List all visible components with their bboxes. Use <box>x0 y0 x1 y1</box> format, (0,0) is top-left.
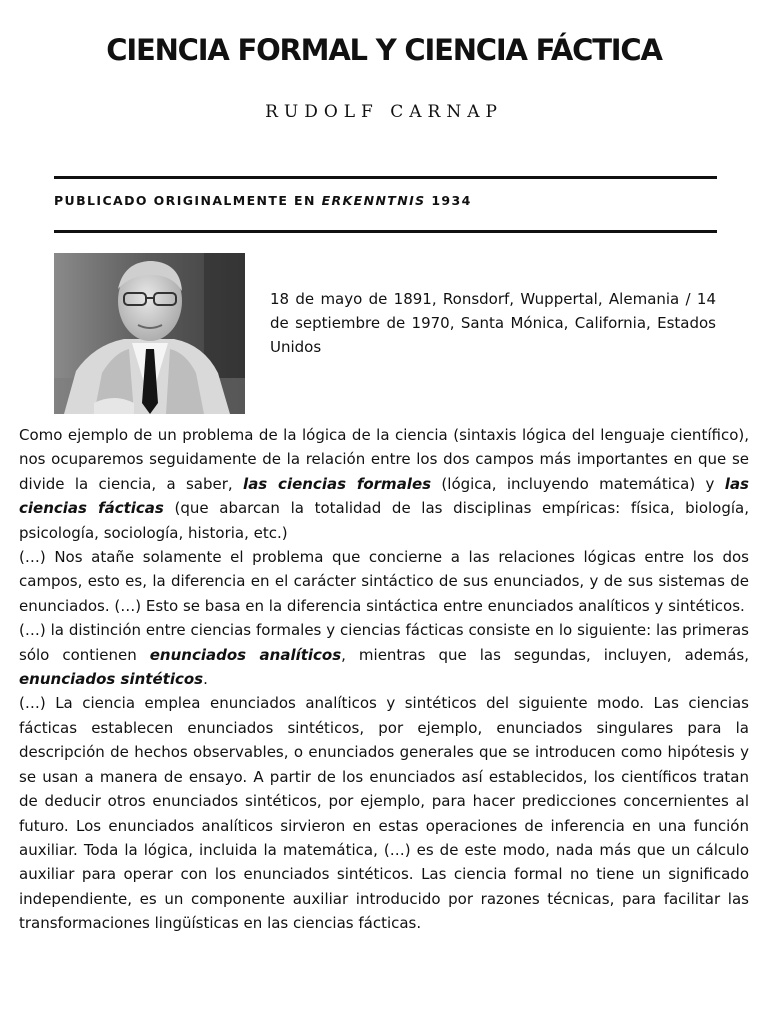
publication-prefix: PUBLICADO ORIGINALMENTE EN <box>54 193 322 208</box>
paragraph-3: (…) la distinción entre ciencias formales y ciencias fácticas consiste en lo siguiente: las primeras sólo contienen enunciados analíticos, mientras que las segundas, incluyen, además, enunciados sintéticos. <box>19 621 749 689</box>
term-ciencias-formales: las ciencias formales <box>243 474 432 493</box>
publication-line <box>54 192 472 210</box>
biography-dates: 18 de mayo de 1891, Ronsdorf, Wuppertal, Alemania / 14 de septiembre de 1970, Santa Mónica, California, Estados Unidos <box>270 290 716 356</box>
author-name: RUDOLF CARNAP <box>265 102 503 122</box>
term-enunciados-analiticos: enunciados analíticos <box>149 645 342 664</box>
portrait-photo <box>54 253 245 414</box>
paragraph-1: Como ejemplo de un problema de la lógica de la ciencia (sintaxis lógica del lenguaje científico), nos ocuparemos seguidamente de la relación entre los dos campos más importantes en que se divide la ciencia, a saber, las ciencias formales (lógica, incluyendo matemática) y las ciencias fácticas (que abarcan la totalidad de las disciplinas empíricas: física, biología, psicología, sociología, historia, etc.) <box>19 426 750 542</box>
term-enunciados-sinteticos: enunciados sintéticos <box>19 670 204 689</box>
portrait-photo-icon <box>54 253 245 414</box>
paragraph-2: (…) Nos atañe solamente el problema que concierne a las relaciones lógicas entre los dos campos, esto es, la diferencia en el carácter sintáctico de sus enunciados, y de sus sistemas de enunciados. (…) Esto se basa en la diferencia sintáctica entre enunciados analíticos y sintéticos. <box>19 548 749 615</box>
journal-name: ERKENNTNIS <box>321 193 426 208</box>
top-divider <box>54 176 717 179</box>
page-title: CIENCIA FORMAL Y CIENCIA FÁCTICA <box>106 33 662 67</box>
paragraph-4: (…) La ciencia emplea enunciados analíticos y sintéticos del siguiente modo. Las ciencias fácticas establecen enunciados sintéticos, por ejemplo, enunciados singulares para la descripción de hechos observables, o enunciados generales que se introducen como hipótesis y se usan a manera de ensayo. A partir de los enunciados así establecidos, los científicos tratan de deducir otros enunciados sintéticos, por ejemplo, para hacer predicciones concernientes al futuro. Los enunciados analíticos sirvieron en estas operaciones de inferencia en una función auxiliar. Toda la lógica, incluida la matemática, (…) es de este modo, nada más que un cálculo auxiliar para operar con los enunciados sintéticos. Las ciencia formal no tiene un significado independiente, es un componente auxiliar introducido por razones técnicas, para facilitar las transformaciones lingüísticas en las ciencias fácticas. <box>19 694 749 933</box>
article-body <box>19 423 749 936</box>
bottom-divider <box>54 230 717 233</box>
publication-year: 1934 <box>425 193 472 208</box>
term-ciencias-facticas: las ciencias fácticas <box>19 474 749 518</box>
